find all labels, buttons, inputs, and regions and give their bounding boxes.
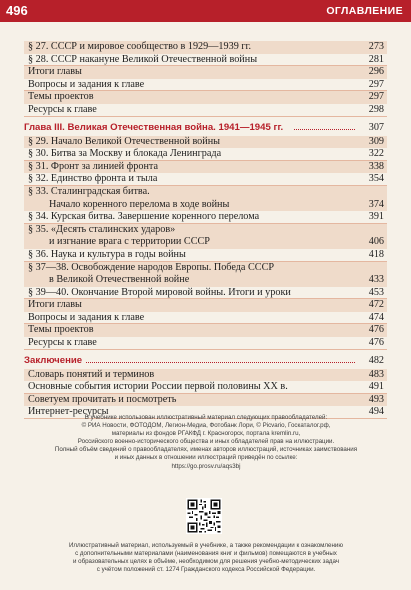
section-title: ОГЛАВЛЕНИЕ (326, 5, 403, 17)
toc-row[interactable]: § 27. СССР и мировое сообщество в 1929—1939 гг. 273 (24, 41, 387, 54)
usage-footnote: Иллюстративный материал, используемый в учебнике, а также рекомендации к ознакомлению с дополнительными материалами (наименования книг и фильмов) помещаются в учебных и образовательных целях в объёме, необходимом для решения учебно-методических задач с учётом положений ст. 1274 Гражданского кодекса Российской Федерации. (68, 542, 343, 574)
chapter-heading[interactable]: Глава III. Великая Отечественная война. 1941—1945 гг. 307 (24, 121, 384, 133)
conclusion-heading[interactable]: Заключение 482 (24, 354, 384, 366)
page-number: 496 (6, 3, 28, 18)
dotted-leader (86, 362, 355, 363)
dotted-leader (294, 129, 355, 130)
credits-link[interactable]: https://go.prosv.ru/aqs3bj (171, 462, 241, 470)
toc-row[interactable]: Ресурсы к главе 476 (24, 337, 387, 350)
toc-row[interactable]: Темы проектов 297 (24, 91, 387, 104)
toc-row[interactable]: § 36. Наука и культура в годы войны 418 (24, 249, 387, 262)
toc-row-continued[interactable]: в Великой Отечественной войне 433 (24, 274, 387, 287)
toc-row[interactable]: § 28. СССР накануне Великой Отечественной войны 281 (24, 54, 387, 67)
toc-row[interactable]: § 35. «Десять сталинских ударов» (24, 224, 387, 237)
toc-row[interactable]: Вопросы и задания к главе 474 (24, 312, 387, 325)
toc-row[interactable]: Интернет-ресурсы 494 (24, 406, 387, 419)
toc-row[interactable]: § 33. Сталинградская битва. (24, 186, 387, 199)
toc-row[interactable]: Темы проектов 476 (24, 324, 387, 337)
qr-code-icon[interactable] (186, 498, 222, 534)
toc-row[interactable]: Основные события истории России первой половины XX в. 491 (24, 381, 387, 394)
toc-row[interactable]: § 39—40. Окончание Второй мировой войны. Итоги и уроки 453 (24, 287, 387, 300)
toc-row[interactable]: Советуем прочитать и посмотреть 493 (24, 394, 387, 407)
illustration-credits: В учебнике использован иллюстративный материал следующих правообладателей: © РИА Новости, ФОТОДОМ, Легион-Медиа, Фотобанк Лори, © Picvario, Госкаталог.рф, материалы из фондов РГАКФД г. Красногорск, портала kremlin.ru, Российского военно-исторического общества и иных обладателей прав на иллюстрации. Полный объём сведений о правообладателях, именах авторов иллюстраций, источниках заимствования и иных данных в отношении иллюстраций приведён по ссылке: https://go.prosv.ru/aqs3bj (26, 414, 386, 471)
toc-row[interactable]: § 37—38. Освобождение народов Европы. Победа СССР (24, 262, 387, 275)
toc-row[interactable]: § 31. Фронт за линией фронта 338 (24, 161, 387, 174)
toc-row[interactable]: Итоги главы 296 (24, 66, 387, 79)
toc-row[interactable]: § 34. Курская битва. Завершение коренного перелома 391 (24, 211, 387, 224)
toc-row[interactable]: Ресурсы к главе 298 (24, 104, 387, 117)
toc-row[interactable]: § 32. Единство фронта и тыла 354 (24, 173, 387, 186)
toc-row[interactable]: § 29. Начало Великой Отечественной войны 309 (24, 136, 387, 149)
table-of-contents (24, 41, 387, 419)
toc-row[interactable]: § 30. Битва за Москву и блокада Ленинграда 322 (24, 148, 387, 161)
page-header (0, 0, 411, 22)
toc-row[interactable]: Итоги главы 472 (24, 299, 387, 312)
toc-row[interactable]: Вопросы и задания к главе 297 (24, 79, 387, 92)
toc-row-continued[interactable]: Начало коренного перелома в ходе войны 374 (24, 199, 387, 212)
toc-row-continued[interactable]: и изгнание врага с территории СССР 406 (24, 236, 387, 249)
toc-row[interactable]: Словарь понятий и терминов 483 (24, 369, 387, 382)
